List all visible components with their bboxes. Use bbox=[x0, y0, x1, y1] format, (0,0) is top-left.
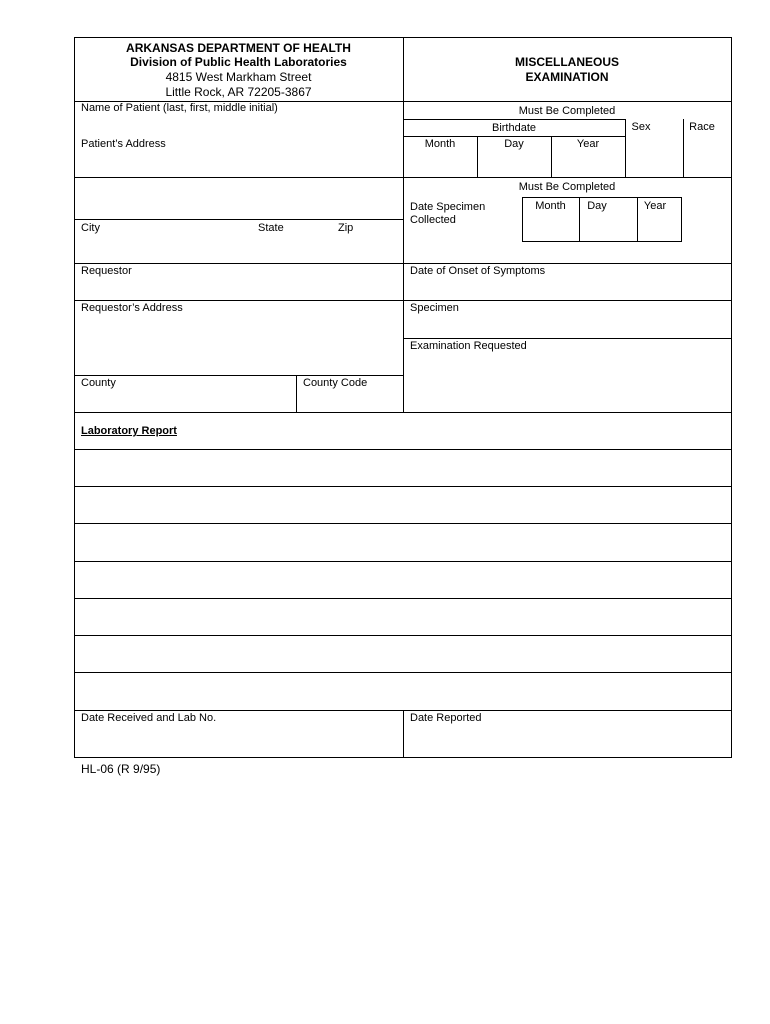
county-code-label: County Code bbox=[303, 377, 368, 389]
county-field[interactable] bbox=[75, 391, 295, 411]
county-label: County bbox=[81, 377, 116, 389]
lab-report-line[interactable] bbox=[75, 562, 731, 597]
patient-city-label: City bbox=[81, 222, 100, 234]
collected-month-field[interactable] bbox=[523, 214, 578, 240]
birth-month-label: Month bbox=[424, 138, 456, 150]
race-label: Race bbox=[689, 121, 715, 133]
date-reported-field[interactable] bbox=[404, 726, 730, 756]
birth-day-label: Day bbox=[504, 138, 524, 150]
onset-label: Date of Onset of Symptoms bbox=[410, 265, 546, 277]
requestor-label: Requestor bbox=[81, 265, 132, 277]
birth-must-complete: Must Be Completed bbox=[518, 105, 616, 117]
sex-label: Sex bbox=[631, 121, 651, 133]
patient-name-field[interactable] bbox=[75, 117, 402, 137]
lab-report-line[interactable] bbox=[75, 524, 731, 560]
birth-year-label: Year bbox=[576, 138, 600, 150]
collected-day-label: Day bbox=[587, 200, 607, 212]
collected-month-label: Month bbox=[535, 200, 566, 212]
lab-report-line[interactable] bbox=[75, 450, 731, 485]
org-name: ARKANSAS DEPARTMENT OF HEALTH bbox=[126, 41, 351, 55]
form-id: HL-06 (R 9/95) bbox=[81, 762, 161, 776]
lab-report-heading: Laboratory Report bbox=[81, 425, 177, 437]
date-received-field[interactable] bbox=[75, 726, 402, 756]
exam-requested-field[interactable] bbox=[404, 354, 730, 411]
collected-day-field[interactable] bbox=[580, 214, 636, 240]
patient-zip-label: Zip bbox=[338, 222, 354, 234]
exam-requested-label: Examination Requested bbox=[410, 340, 527, 352]
county-code-field[interactable] bbox=[297, 391, 402, 411]
division-name: Division of Public Health Laboratories bbox=[130, 55, 347, 69]
requestor-address-field[interactable] bbox=[75, 316, 402, 374]
form-title-line2: EXAMINATION bbox=[525, 70, 609, 84]
form-title-line1: MISCELLANEOUS bbox=[514, 55, 619, 69]
org-street: 4815 West Markham Street bbox=[165, 70, 312, 84]
requestor-address-label: Requestor’s Address bbox=[81, 302, 183, 314]
lab-report-line[interactable] bbox=[75, 599, 731, 634]
date-specimen-label-2: Collected bbox=[410, 214, 456, 226]
patient-address-label: Patient’s Address bbox=[81, 138, 166, 150]
specimen-label: Specimen bbox=[410, 302, 459, 314]
collected-year-field[interactable] bbox=[638, 214, 680, 240]
requestor-field[interactable] bbox=[75, 279, 402, 299]
patient-city-state-zip-field[interactable] bbox=[75, 236, 402, 262]
lab-report-line[interactable] bbox=[75, 487, 731, 522]
patient-state-label: State bbox=[258, 222, 284, 234]
lab-report-line[interactable] bbox=[75, 673, 731, 709]
patient-address-field[interactable] bbox=[75, 153, 402, 219]
date-reported-label: Date Reported bbox=[410, 712, 482, 724]
specimen-field[interactable] bbox=[404, 316, 730, 337]
date-specimen-label-1: Date Specimen bbox=[410, 201, 486, 213]
org-city-line: Little Rock, AR 72205-3867 bbox=[165, 85, 312, 99]
birth-month-field[interactable] bbox=[404, 152, 476, 176]
sex-field[interactable] bbox=[626, 136, 682, 176]
birthdate-label: Birthdate bbox=[491, 122, 537, 134]
collected-year-label: Year bbox=[643, 200, 667, 212]
lab-report-line[interactable] bbox=[75, 636, 731, 671]
onset-field[interactable] bbox=[404, 279, 730, 299]
birth-year-field[interactable] bbox=[552, 152, 624, 176]
race-field[interactable] bbox=[684, 136, 730, 176]
date-received-label: Date Received and Lab No. bbox=[81, 712, 217, 724]
specimen-must-complete: Must Be Completed bbox=[518, 181, 616, 193]
patient-name-label: Name of Patient (last, first, middle initial) bbox=[81, 102, 278, 114]
birth-day-field[interactable] bbox=[478, 152, 550, 176]
